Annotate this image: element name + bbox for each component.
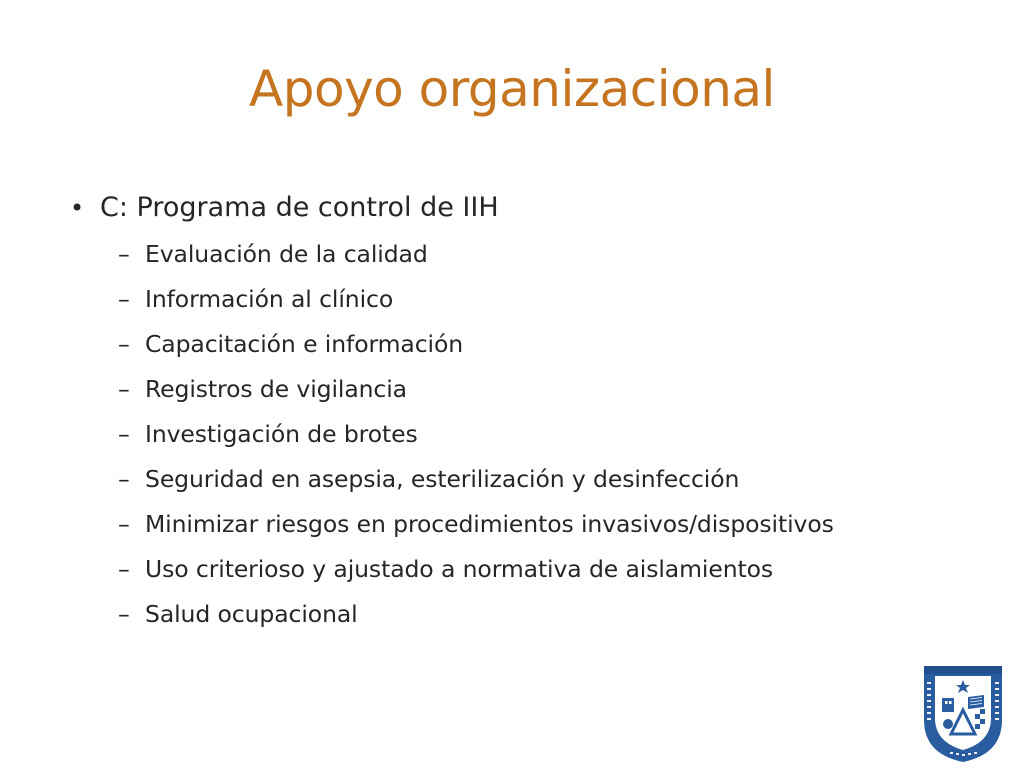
dash-marker: – — [118, 510, 130, 538]
sub-bullet-item — [118, 457, 990, 502]
bullet-text: C: Programa de control de IIH — [100, 192, 499, 223]
sub-bullet-item — [118, 367, 990, 412]
bullet-item — [70, 186, 990, 230]
sub-bullet-text: Minimizar riesgos en procedimientos invasivos/dispositivos — [145, 510, 834, 538]
dash-marker: – — [118, 285, 130, 313]
sub-bullet-text: Registros de vigilancia — [145, 375, 407, 403]
dash-marker: – — [118, 600, 130, 628]
sub-bullet-item — [118, 277, 990, 322]
sub-bullet-text: Uso criterioso y ajustado a normativa de aislamientos — [145, 555, 774, 583]
sub-bullet-list — [70, 232, 990, 637]
dash-marker: – — [118, 555, 130, 583]
sub-bullet-item — [118, 322, 990, 367]
sub-bullet-text: Evaluación de la calidad — [145, 240, 428, 268]
university-crest-logo — [920, 662, 1006, 762]
sub-bullet-item — [118, 592, 990, 637]
sub-bullet-text: Investigación de brotes — [145, 420, 418, 448]
sub-bullet-item — [118, 547, 990, 592]
sub-bullet-text: Información al clínico — [145, 285, 394, 313]
sub-bullet-item — [118, 412, 990, 457]
sub-bullet-text: Salud ocupacional — [145, 600, 358, 628]
sub-bullet-text: Capacitación e información — [145, 330, 464, 358]
sub-bullet-item — [118, 232, 990, 277]
bullet-marker: • — [70, 194, 85, 222]
sub-bullet-text: Seguridad en asepsia, esterilización y desinfección — [145, 465, 740, 493]
dash-marker: – — [118, 240, 130, 268]
slide-title: Apoyo organizacional — [249, 60, 775, 118]
sub-bullet-item — [118, 502, 990, 547]
dash-marker: – — [118, 420, 130, 448]
dash-marker: – — [118, 375, 130, 403]
slide-content — [70, 186, 990, 637]
dash-marker: – — [118, 330, 130, 358]
dash-marker: – — [118, 465, 130, 493]
crest-graphic — [920, 662, 1006, 762]
